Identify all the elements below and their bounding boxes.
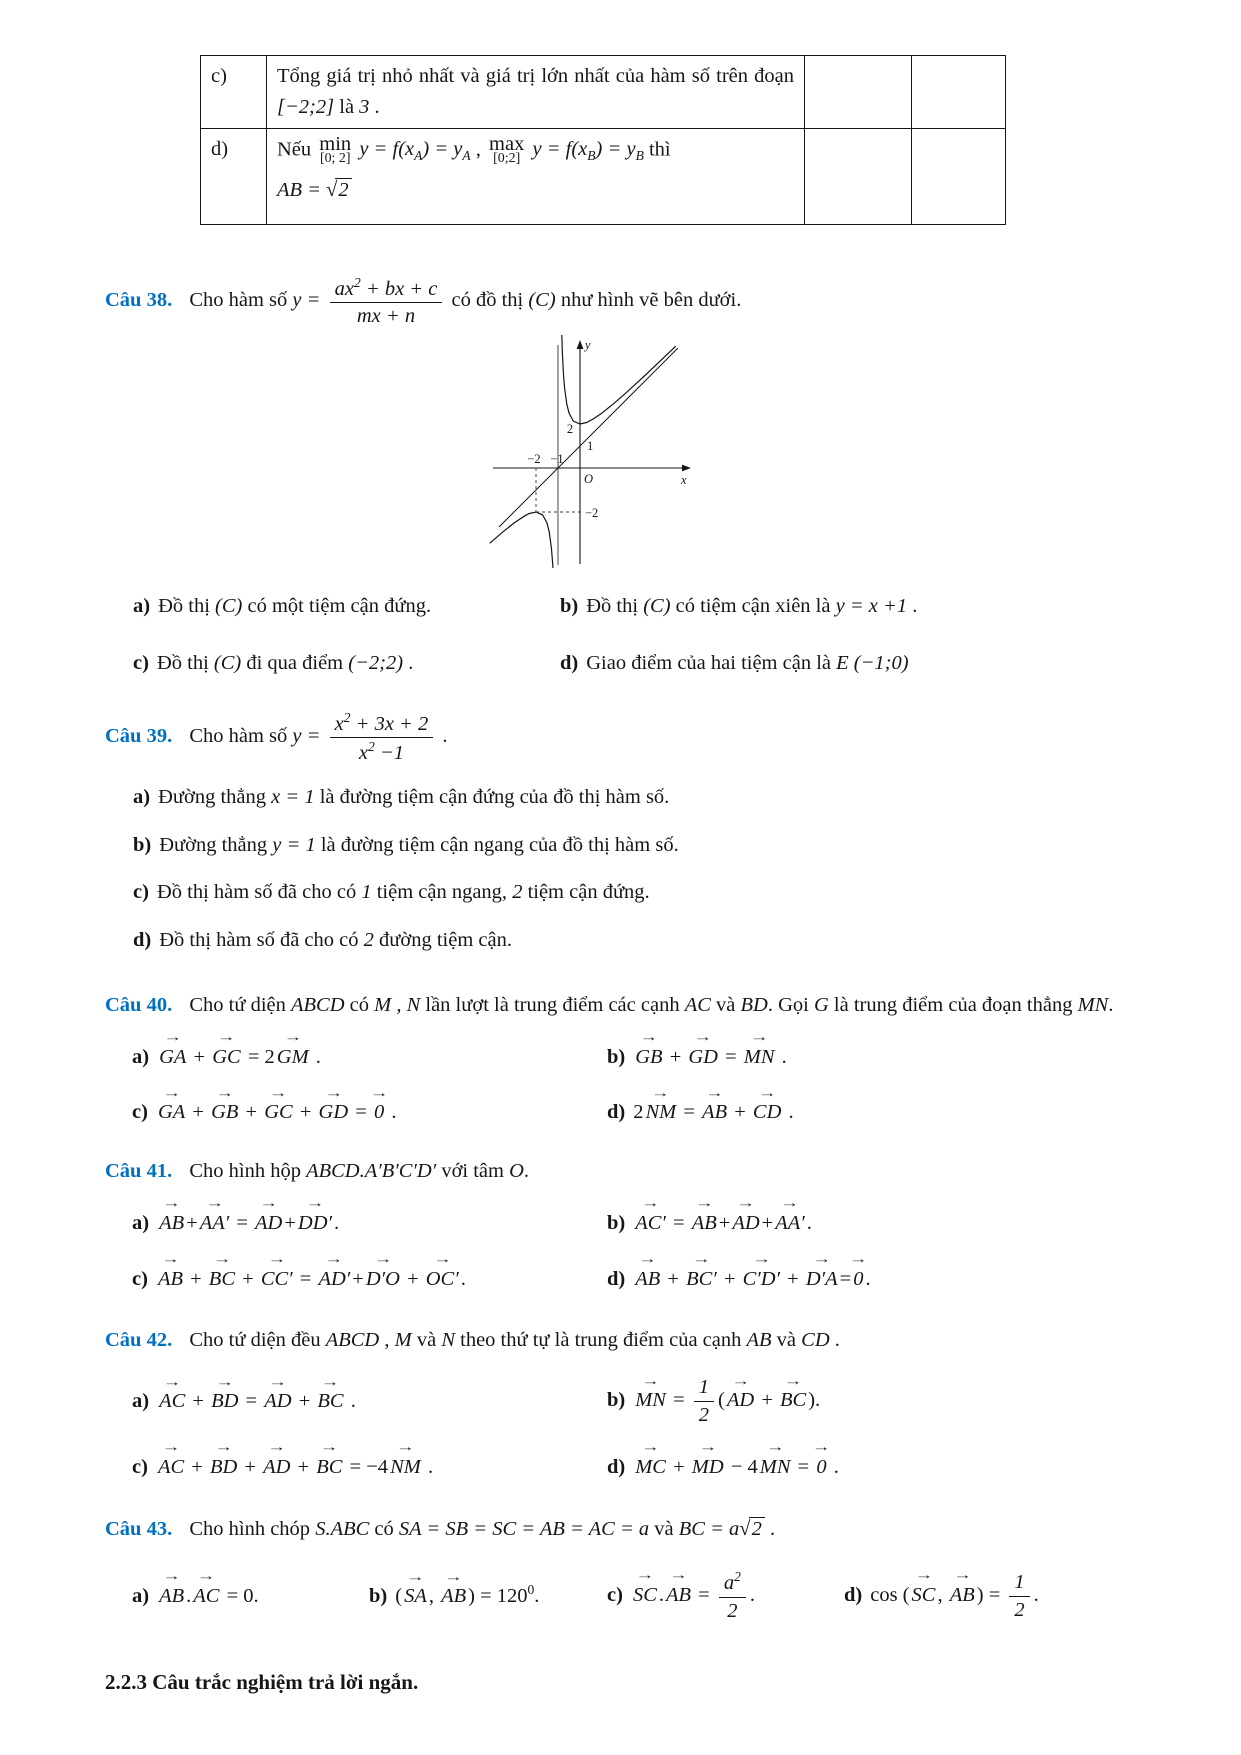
row-d-empty-cell-1: [805, 128, 912, 224]
row-d-line2: AB = √2: [277, 175, 794, 206]
question-40-options: [105, 1032, 1156, 1130]
vector-arrow: →: [780, 1196, 800, 1211]
option-41c: [132, 1254, 607, 1296]
vector-arrow: →: [197, 1569, 216, 1584]
row-d-content: [267, 128, 805, 224]
vector-arrow: →: [217, 1030, 236, 1045]
option-42b-tag: b): [607, 1389, 626, 1412]
table-row-c: [201, 56, 1006, 129]
option-39b-tag: b): [133, 833, 152, 856]
option-39d-tag: d): [133, 929, 152, 952]
vector-arrow: →: [641, 1373, 660, 1388]
vector-arrow: →: [638, 1252, 657, 1267]
vector-arrow: →: [162, 1374, 182, 1389]
option-39b-text: Đường thẳng y = 1 là đường tiệm cận ngang của đồ thị hàm số.: [159, 833, 679, 856]
vector-arrow: →: [396, 1440, 415, 1455]
question-40-intro: Cho tứ diện ABCD có M , N lần lượt là trung điểm các cạnh AC và BD. Gọi G là trung điểm của đoạn thẳng MN.: [189, 993, 1114, 1016]
option-42c-tag: c): [132, 1455, 148, 1478]
option-39c-tag: c): [133, 881, 149, 904]
option-43c-text: → SC. → AB = $\frac{a^2}{2}$ .: [631, 1584, 755, 1606]
vector-arrow: →: [215, 1374, 234, 1389]
option-38c-text: Đồ thị (C) đi qua điểm (−2;2) .: [156, 652, 414, 675]
vector-arrow: →: [812, 1252, 831, 1267]
option-38b: [560, 590, 1156, 623]
vector-arrow: →: [269, 1085, 288, 1100]
option-40b-tag: b): [607, 1045, 626, 1068]
option-42c: [132, 1442, 607, 1484]
option-39d-text: Đồ thị hàm số đã cho có 2 đường tiệm cận.: [159, 929, 512, 952]
option-40c-text: → GA + → GB + → GC + → GD = → 0 .: [156, 1101, 397, 1123]
row-c-text: Tổng giá trị nhỏ nhất và giá trị lớn nhất của hàm số trên đoạn [−2;2] là 3 .: [277, 65, 794, 118]
graph-label-neg2-x: −2: [527, 451, 541, 466]
option-41c-tag: c): [132, 1267, 148, 1290]
option-43a-tag: a): [132, 1584, 150, 1607]
graph-label-x: x: [681, 472, 687, 487]
question-42-intro: Cho tứ diện đều ABCD , M và N theo thứ tự là trung điểm của cạnh AB và CD .: [189, 1328, 840, 1351]
question-40-label: Câu 40.: [105, 993, 173, 1016]
question-38-options: [105, 590, 1156, 680]
option-40d-tag: d): [607, 1101, 626, 1124]
option-40a-tag: a): [132, 1045, 150, 1068]
option-43c: [607, 1560, 844, 1623]
question-41-intro: Cho hình hộp ABCD.A′B′C′D′ với tâm O.: [189, 1160, 530, 1183]
option-43a: [132, 1571, 369, 1613]
vector-arrow: →: [731, 1373, 750, 1388]
vector-arrow: →: [162, 1569, 181, 1584]
question-38-intro: Cho hàm số y = $\frac{ax^2 + bx + c}{mx + n}$ có đồ thị (C) như hình vẽ bên dưới.: [189, 274, 742, 327]
question-39-intro-line: [105, 710, 1156, 766]
question-42: [105, 1324, 1156, 1484]
question-39-intro: Cho hàm số y = $\frac{x^2 + 3x + 2}{x^2 -1}$ .: [189, 709, 448, 765]
question-41-label: Câu 41.: [105, 1160, 173, 1183]
option-38a: [133, 590, 560, 623]
graph-label-1: 1: [587, 438, 594, 453]
option-38d-text: Giao điểm của hai tiệm cận là E (−1;0): [586, 652, 909, 675]
question-43-options: [105, 1560, 1156, 1623]
option-42b-text: → MN = $\frac{1}{2}$ ( → AD + → BC).: [633, 1389, 820, 1411]
vector-arrow: →: [369, 1085, 389, 1100]
question-41-intro-line: [105, 1155, 1156, 1188]
option-43d-tag: d): [844, 1583, 863, 1606]
option-43b-text: ( → SA, → $AB) = 120^0$.: [395, 1569, 540, 1608]
option-42d-text: → MC + → MD − 4 → MN = → 0 .: [633, 1456, 839, 1478]
option-42b: [607, 1366, 1156, 1427]
option-43d-text: cos ( → SC, → AB) = $\frac{1}{2}$ .: [870, 1568, 1039, 1621]
option-40b: [607, 1032, 1156, 1074]
option-38c: [133, 647, 560, 680]
vector-arrow: →: [267, 1440, 286, 1455]
question-38-label: Câu 38.: [105, 289, 173, 312]
vector-arrow: →: [267, 1252, 286, 1267]
vector-arrow: →: [914, 1568, 933, 1583]
row-c-label: c): [201, 56, 267, 129]
option-41a-text: → AB+ → AA′ = → AD+ → DD′.: [157, 1212, 339, 1234]
option-40a: [132, 1032, 607, 1074]
question-43-label: Câu 43.: [105, 1518, 173, 1541]
row-d-empty-cell-2: [912, 128, 1006, 224]
section-heading-2-2-3: 2.2.3 Câu trắc nghiệm trả lời ngắn.: [105, 1670, 419, 1695]
question-40-intro-line: [105, 989, 1156, 1022]
option-38d: [560, 647, 1156, 680]
option-41b-text: → AC′ = → AB+ → AD+ → AA′.: [633, 1212, 812, 1234]
vector-arrow: →: [639, 1030, 659, 1045]
vector-arrow: →: [698, 1440, 717, 1455]
curve-lower-branch: [490, 512, 553, 568]
option-42a-tag: a): [132, 1390, 150, 1413]
vector-arrow: →: [765, 1440, 785, 1455]
vector-arrow: →: [695, 1196, 714, 1211]
vector-arrow: →: [162, 1196, 181, 1211]
option-42a: [132, 1376, 607, 1418]
option-40c: [132, 1087, 607, 1129]
vector-arrow: →: [641, 1196, 660, 1211]
vector-arrow: →: [161, 1252, 180, 1267]
vector-arrow: →: [214, 1440, 233, 1455]
vector-arrow: →: [283, 1030, 302, 1045]
graph-label-neg1-x: −1: [550, 451, 564, 466]
option-39a-text: Đường thẳng x = 1 là đường tiệm cận đứng của đồ thị hàm số.: [158, 785, 670, 808]
vector-arrow: →: [749, 1030, 769, 1045]
option-42a-text: → AC + → BD = → AD + → BC .: [157, 1390, 356, 1412]
question-40: [105, 989, 1156, 1129]
option-41d-text: → AB + → BC′ + → C′D′ + → D′A= → 0.: [633, 1268, 870, 1290]
vector-arrow: →: [705, 1085, 724, 1100]
question-41: [105, 1155, 1156, 1295]
option-43c-tag: c): [607, 1583, 623, 1606]
option-43b-tag: b): [369, 1585, 388, 1608]
option-39d: [105, 924, 1156, 957]
vector-arrow: →: [163, 1030, 182, 1045]
graph-label-y: y: [585, 337, 591, 352]
option-41c-text: → AB + → BC + → CC′ = → AD′+ → D′O + → OC′.: [156, 1268, 466, 1290]
question-38: [105, 275, 1156, 680]
question-42-intro-line: [105, 1324, 1156, 1357]
option-42d: [607, 1442, 1156, 1484]
graph-label-2: 2: [566, 421, 574, 436]
vector-arrow: →: [849, 1252, 868, 1267]
option-41a: [132, 1198, 607, 1240]
vector-arrow: →: [812, 1440, 831, 1455]
option-42c-text: → AC + → BD + → AD + → BC = −4 → NM .: [156, 1456, 433, 1478]
vector-arrow: →: [433, 1252, 452, 1267]
option-43d: [844, 1561, 1156, 1622]
row-c-content: [267, 56, 805, 129]
option-41a-tag: a): [132, 1212, 150, 1235]
option-39b: [105, 829, 1156, 862]
vector-arrow: →: [162, 1085, 181, 1100]
oblique-asymptote: [499, 348, 678, 527]
option-41b: [607, 1198, 1156, 1240]
vector-arrow: →: [736, 1196, 756, 1211]
function-graph: [485, 333, 697, 579]
vector-arrow: →: [635, 1568, 655, 1583]
option-38c-tag: c): [133, 652, 149, 675]
vector-arrow: →: [161, 1440, 181, 1455]
option-43b: [369, 1570, 607, 1613]
x-axis-arrow: [682, 464, 691, 471]
vector-arrow: →: [268, 1374, 288, 1389]
option-42d-tag: d): [607, 1455, 626, 1478]
option-41b-tag: b): [607, 1212, 626, 1235]
question-43-intro: Cho hình chóp S.ABC có SA = SB = SC = AB = AC = a và BC = a√2 .: [189, 1518, 776, 1541]
vector-arrow: →: [693, 1030, 713, 1045]
question-41-options: [105, 1198, 1156, 1296]
option-38b-tag: b): [560, 595, 579, 618]
option-40b-text: → GB + → GD = → MN .: [633, 1046, 787, 1068]
option-41d: [607, 1254, 1156, 1296]
vector-arrow: →: [205, 1196, 224, 1211]
row-d-line1: Nếu min [0; 2] $y = f(x_A) = y_A$ , max [0;2] $y = f(x_B) = y_B$ thì: [277, 132, 671, 167]
option-39a-tag: a): [133, 785, 151, 808]
vector-arrow: →: [783, 1373, 803, 1388]
vector-arrow: →: [692, 1252, 711, 1267]
question-43-intro-line: [105, 1513, 1156, 1546]
row-c-empty-cell-2: [912, 56, 1006, 129]
graph-svg: [485, 333, 697, 569]
vector-arrow: →: [259, 1196, 278, 1211]
statements-table: [200, 55, 1006, 225]
graph-label-neg2-y: −2: [585, 505, 599, 520]
option-38a-text: Đồ thị (C) có một tiệm cận đứng.: [158, 595, 432, 618]
option-40d: [607, 1087, 1156, 1129]
vector-arrow: →: [444, 1569, 463, 1584]
vector-arrow: →: [321, 1374, 340, 1389]
question-38-intro-line: [105, 275, 1156, 329]
vector-arrow: →: [953, 1568, 972, 1583]
vector-arrow: →: [651, 1085, 671, 1100]
vector-arrow: →: [406, 1569, 425, 1584]
y-axis-arrow: [577, 340, 584, 349]
option-40c-tag: c): [132, 1101, 148, 1124]
vector-arrow: →: [752, 1252, 771, 1267]
option-43a-text: → AB. → AC = 0.: [157, 1585, 259, 1607]
option-39c-text: Đồ thị hàm số đã cho có 1 tiệm cận ngang, 2 tiệm cận đứng.: [156, 881, 650, 904]
vector-arrow: →: [325, 1252, 344, 1267]
question-42-label: Câu 42.: [105, 1328, 173, 1351]
vector-arrow: →: [305, 1196, 325, 1211]
table-row-d: [201, 128, 1006, 224]
vector-arrow: →: [324, 1085, 343, 1100]
vector-arrow: →: [669, 1568, 688, 1583]
option-40d-text: 2 → NM = → AB + → CD .: [633, 1085, 794, 1124]
option-40a-text: → GA + → GC = 2 → GM .: [157, 1046, 321, 1068]
question-43: [105, 1513, 1156, 1623]
vector-arrow: →: [373, 1252, 393, 1267]
option-39c: [105, 876, 1156, 909]
vector-arrow: →: [320, 1440, 339, 1455]
vector-arrow: →: [212, 1252, 232, 1267]
row-d-label: d): [201, 128, 267, 224]
vector-arrow: →: [757, 1085, 777, 1100]
option-41d-tag: d): [607, 1267, 626, 1290]
question-39: [105, 710, 1156, 957]
question-42-options: [105, 1366, 1156, 1483]
vector-arrow: →: [641, 1440, 660, 1455]
graph-label-origin: O: [584, 471, 594, 486]
option-38d-tag: d): [560, 652, 579, 675]
question-39-label: Câu 39.: [105, 725, 173, 748]
option-38a-tag: a): [133, 595, 151, 618]
row-c-empty-cell-1: [805, 56, 912, 129]
option-38b-text: Đồ thị (C) có tiệm cận xiên là y = x +1 .: [586, 595, 918, 618]
option-39a: [105, 781, 1156, 814]
vector-arrow: →: [215, 1085, 234, 1100]
